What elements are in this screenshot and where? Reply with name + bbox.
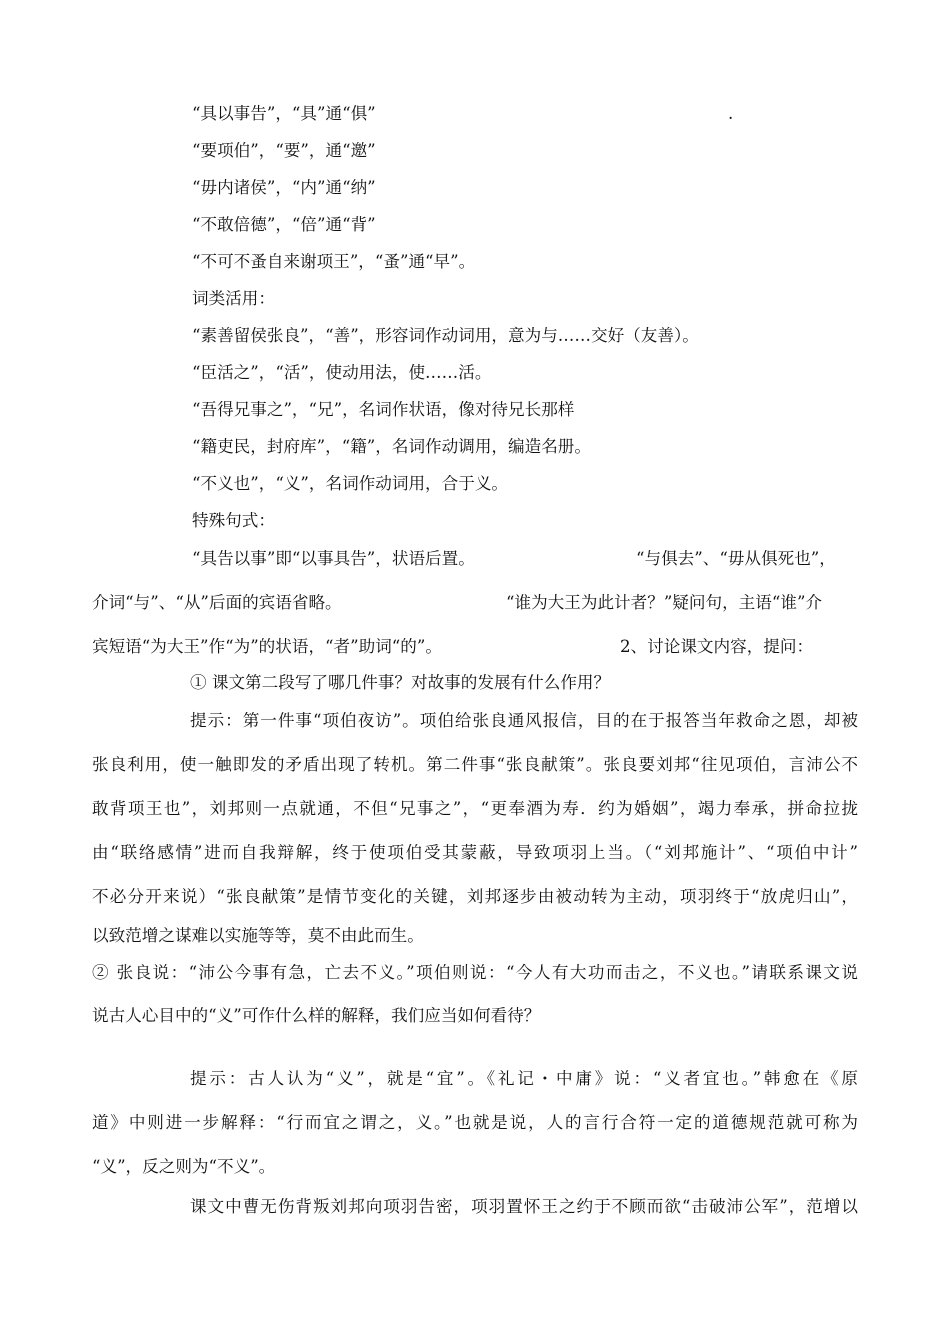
text-line: 提示：古人认为“义”，就是“宜”。《礼记・中庸》说：“义者宜也。”韩愈在《原 [190,1069,858,1088]
question-2: ② 张良说：“沛公今事有急，亡去不义。”项伯则说：“今人有大功而击之，不义也。”请联系课文说 [92,963,858,982]
text-line: 道》中则进一步解释：“行而宜之谓之，义。”也就是说，人的言行合符一定的道德规范就可称为 [92,1113,858,1132]
text-line: 以致范增之谋难以实施等等，莫不由此而生。 [92,926,424,945]
text-line: “毋内诸侯”，“内”通“纳” [192,178,376,197]
text-line: “义”，反之则为“不义”。 [92,1157,276,1176]
text-line: “要项伯”，“要”，通“邀” [192,141,376,160]
section-label: 特殊句式： [192,511,275,530]
text-line: 宾短语“为大王”作“为”的状语，“者”助词“的”。 [92,637,442,656]
text-line: “具以事告”，“具”通“俱” [192,104,376,123]
text-line: “吾得兄事之”，“兄”，名词作状语，像对待兄长那样 [192,400,575,419]
text-line: 张良利用，使一触即发的矛盾出现了转机。第二件事“张良献策”。张良要刘邦“往见项伯，言沛公不 [92,755,858,774]
text-line: 由“联络感情”进而自我辩解，终于使项伯受其蒙蔽，导致项羽上当。（“刘邦施计”、“项伯中计” [92,843,858,862]
text-line: 说古人心目中的“义”可作什么样的解释，我们应当如何看待？ [92,1006,541,1025]
question-1: ① 课文第二段写了哪几件事？对故事的发展有什么作用？ [190,673,611,692]
text-line: 介词“与”、“从”后面的宾语省略。 [92,593,342,612]
text-line: “不可不蚤自来谢项王”，“蚤”通“早”。 [192,252,476,271]
text-line: 课文中曹无伤背叛刘邦向项羽告密，项羽置怀王之约于不顾而欲“击破沛公军”，范增以 [190,1197,858,1216]
text-line: “不义也”，“义”，名词作动词用，合于义。 [192,474,509,493]
text-line: “与俱去”、“毋从俱死也”， [636,549,836,568]
section-label: 词类活用： [192,289,275,308]
text-line: 敢背项王也”，刘邦则一点就通，不但“兄事之”，“更奉酒为寿．约为婚姻”，竭力奉承，拼命拉拢 [92,799,858,818]
text-line: “籍吏民，封府库”，“籍”，名词作动调用，编造名册。 [192,437,591,456]
text-line: 提示：第一件事“项伯夜访”。项伯给张良通风报信，目的在于报答当年救命之恩，却被 [190,711,858,730]
text-line: “臣活之”，“活”，使动用法，使……活。 [192,363,492,382]
stray-mark: . [728,104,734,123]
text-line: 不必分开来说）“张良献策”是情节变化的关键，刘邦逐步由被动转为主动，项羽终于“放虎归山”， [92,887,858,906]
text-line: “谁为大王为此计者？”疑问句，主语“谁”介 [506,593,823,612]
text-line: “不敢倍德”，“倍”通“背” [192,215,376,234]
text-line: “具告以事”即“以事具告”，状语后置。 [192,549,475,568]
text-line: “素善留侯张良”，“善”，形容词作动词用，意为与……交好（友善）。 [192,326,699,345]
text-line: 2、讨论课文内容，提问： [620,637,814,656]
